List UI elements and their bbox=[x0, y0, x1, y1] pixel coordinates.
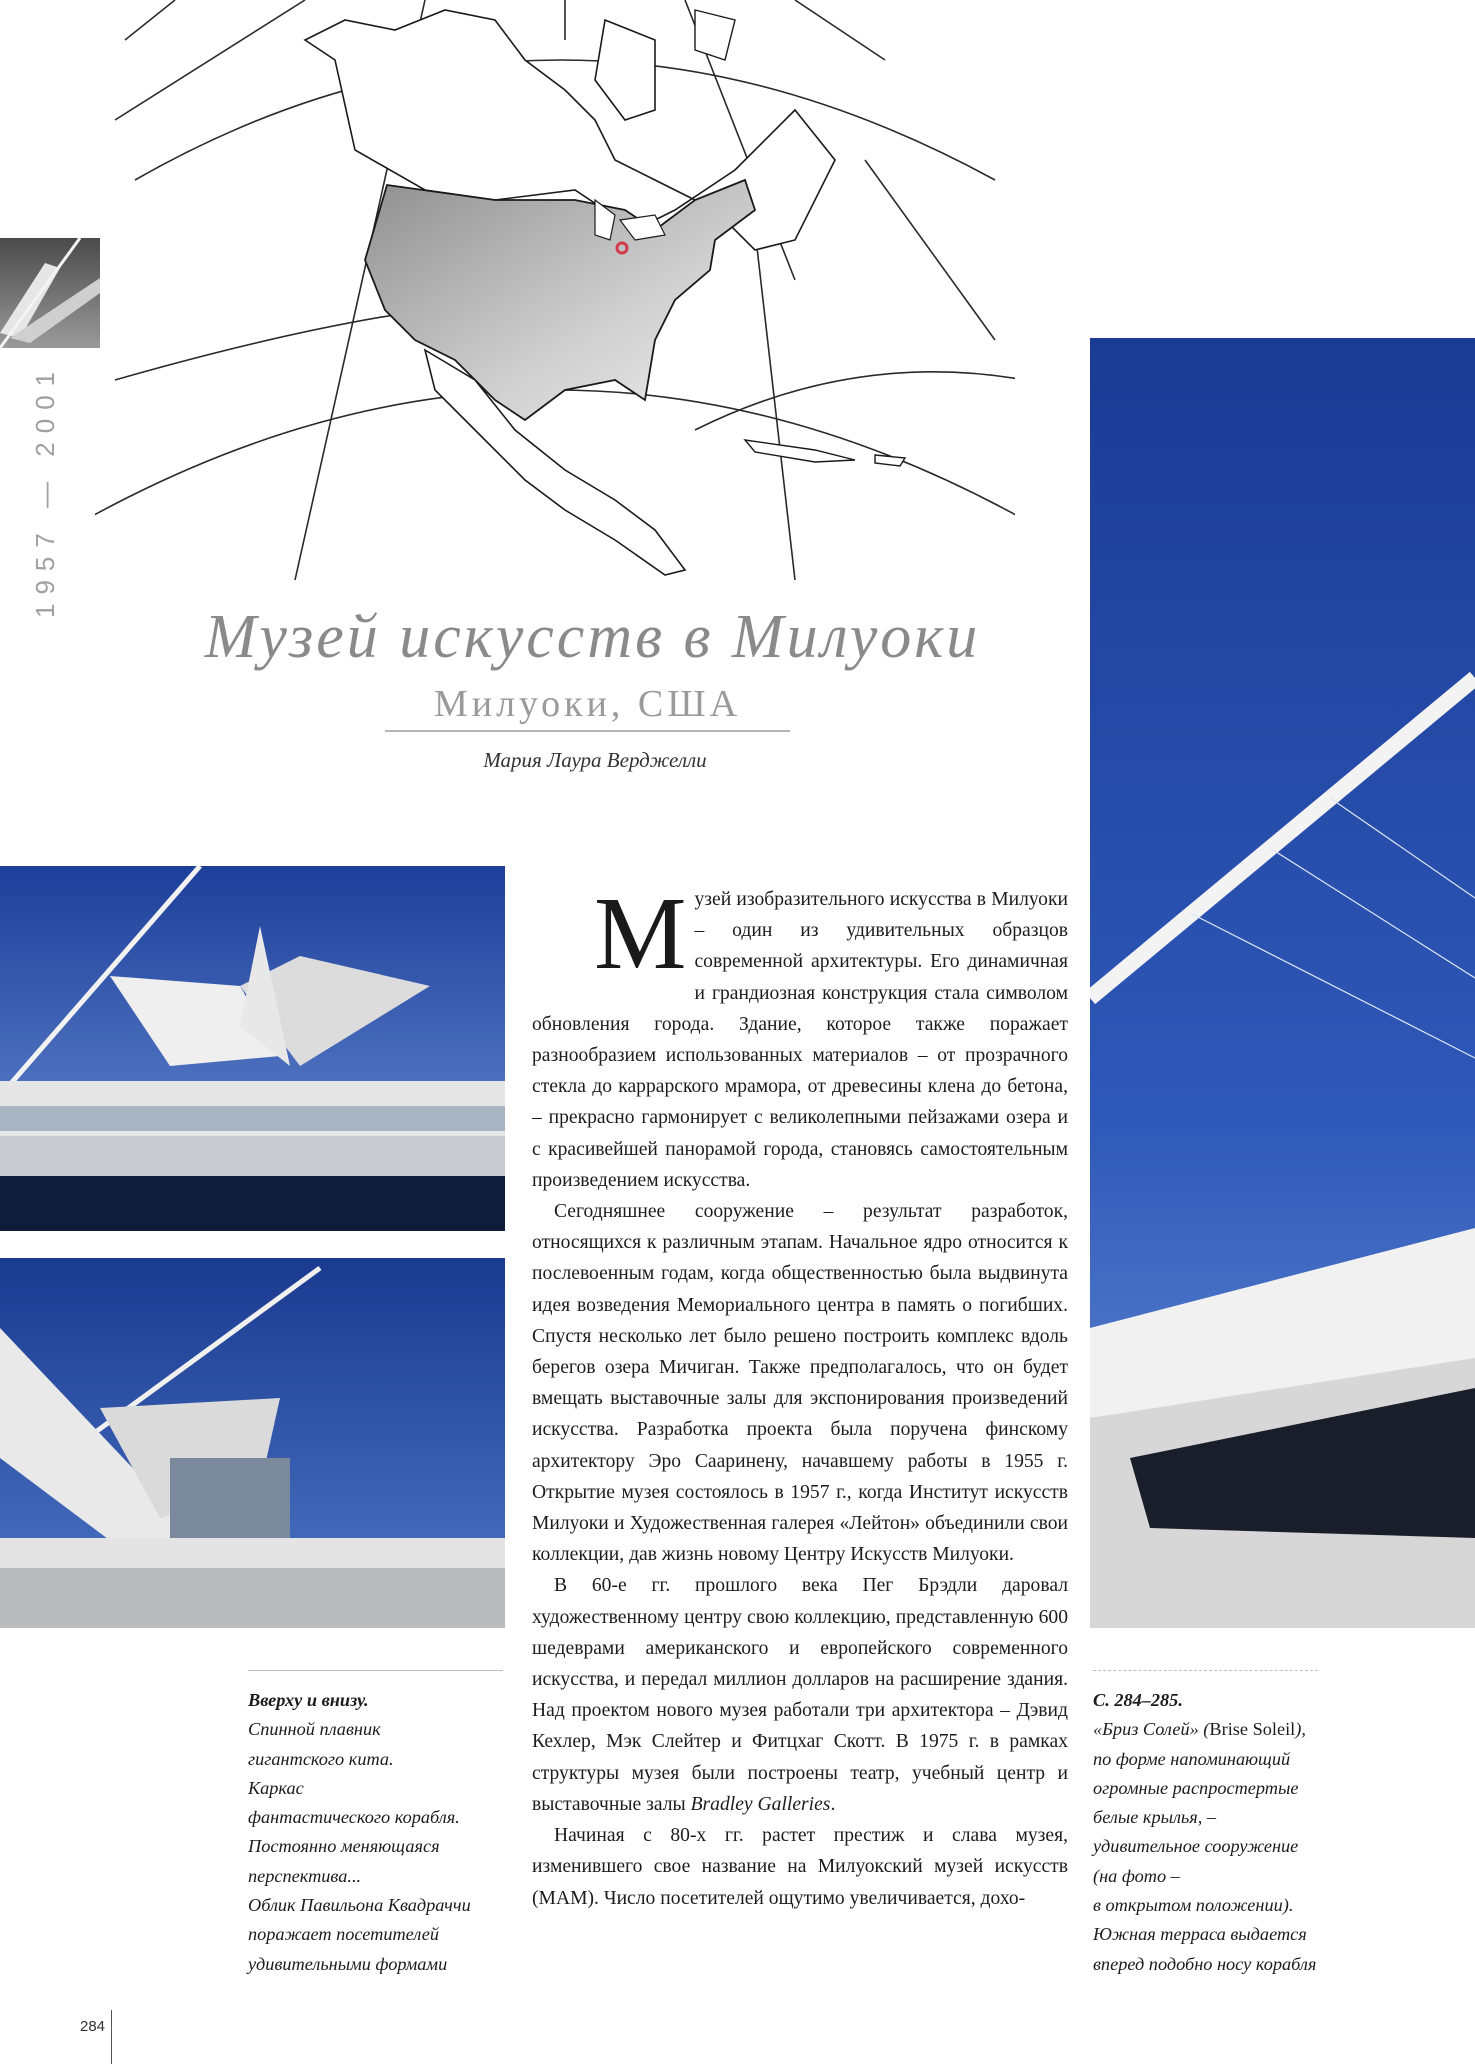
caption-divider-left bbox=[248, 1670, 503, 1671]
caption-line: фантастического корабля. bbox=[248, 1807, 460, 1828]
caption-line: поражает посетителей bbox=[248, 1924, 440, 1945]
caption-line: белые крылья, – bbox=[1093, 1807, 1217, 1828]
caption-line: гигантского кита. bbox=[248, 1748, 394, 1769]
caption-divider-right bbox=[1093, 1670, 1318, 1671]
article-body bbox=[532, 876, 1068, 1914]
caption-line: (на фото – bbox=[1093, 1865, 1180, 1886]
paragraph-3-period: . bbox=[830, 1793, 836, 1815]
caption-line: удивительными формами bbox=[248, 1953, 448, 1974]
caption-line: в открытом положении). bbox=[1093, 1895, 1294, 1916]
caption-right bbox=[1093, 1686, 1353, 1979]
caption-brise-end: ), bbox=[1295, 1719, 1306, 1740]
museum-photo-top bbox=[0, 866, 505, 1231]
caption-line: Облик Павильона Квадраччи bbox=[248, 1895, 471, 1916]
caption-line: по форме напоминающий bbox=[1093, 1748, 1291, 1769]
side-thumbnail-photo bbox=[0, 238, 100, 348]
caption-line: огромные распростертые bbox=[1093, 1777, 1299, 1798]
caption-line: перспектива... bbox=[248, 1865, 362, 1886]
caption-line: Каркас bbox=[248, 1777, 304, 1798]
usa-shape bbox=[365, 180, 755, 420]
caption-brise-upright: Brise Soleil bbox=[1209, 1719, 1296, 1740]
caption-right-heading: С. 284–285. bbox=[1093, 1690, 1183, 1710]
brise-soleil-photo bbox=[1090, 338, 1475, 1628]
caption-line: вперед подобно носу корабля bbox=[1093, 1953, 1317, 1974]
paragraph-1: узей изобразительного искусства в Милуоки – один из удивительных образцов современной архитектуры. Его динамичная и грандиозная конструкция стала символом обновления города. Здание, которое также поражает разнообразием использованных материалов – от прозрачного стекла до каррарского мрамора, от древесины клена до бетона, – прекрасно гармонирует с великолепными пейзажами озера и с красивейшей панорамой города, становясь самостоятельным произведением искусства. bbox=[532, 889, 1068, 1191]
bradley-galleries-term: Bradley Galleries bbox=[690, 1793, 831, 1815]
museum-photo-bottom bbox=[0, 1258, 505, 1628]
paragraph-3 bbox=[532, 1570, 1068, 1820]
caption-left-heading: Вверху и внизу. bbox=[248, 1690, 369, 1710]
paragraph-4: Начиная с 80-х гг. растет престиж и слава музея, изменившего свое название на Милуокский музей искусств (МАМ). Число посетителей ощутимо увеличивается, дохо- bbox=[532, 1825, 1068, 1909]
paragraph-2: Сегодняшнее сооружение – результат разработок, относящихся к различным этапам. Начальное ядро относится к послевоенным годам, когда общественностью была выдвинута идея возведения Мемориального центра в память о погибших. Спустя несколько лет было решено построить комплекс вдоль берегов озера Мичиган. Также предполагалось, что он будет вмещать выставочные залы для экспонирования произведений искусства. Разработка проекта была поручена финскому архитектору Эро Сааринену, начавшему работы в 1955 г. Открытие музея состоялось в 1957 г., когда Институт искусств Милуоки и Художественная галерея «Лейтон» объединили свои коллекции, дав жизнь новому Центру Искусств Милуоки. bbox=[532, 1201, 1068, 1566]
page-number-rule bbox=[111, 2010, 112, 2064]
caption-left bbox=[248, 1686, 508, 1979]
caption-brise-italic: «Бриз Солей» ( bbox=[1093, 1719, 1210, 1740]
page-number: 284 bbox=[80, 2018, 106, 2035]
caption-line: удивительное сооружение bbox=[1093, 1836, 1299, 1857]
side-years-label: 1957 — 2001 bbox=[30, 362, 60, 618]
page-title: Музей искусств в Милуоки bbox=[204, 603, 981, 671]
caption-line bbox=[1093, 1715, 1353, 1744]
page-subtitle: Милуоки, США bbox=[385, 682, 790, 732]
paragraph-3-text: В 60-е гг. прошлого века Пег Брэдли даровал художественному центру свою коллекцию, представленную 600 шедеврами американского и европейского современного искусства, и передал миллион долларов на расширение здания. Над проектом нового музея работали три архитектора – Дэвид Кехлер, Мэк Слейтер и Фитцхаг Скотт. В 1975 г. в рамках структуры музея были построены театр, учебный центр и выставочные залы bbox=[532, 1575, 1068, 1815]
north-america-map bbox=[95, 0, 1015, 590]
caption-line: Южная терраса выдается bbox=[1093, 1924, 1307, 1945]
author-name: Мария Лаура Верджелли bbox=[483, 748, 707, 772]
caption-line: Постоянно меняющаяся bbox=[248, 1836, 440, 1857]
drop-cap: М bbox=[594, 876, 687, 991]
caption-line: Спинной плавник bbox=[248, 1719, 381, 1740]
